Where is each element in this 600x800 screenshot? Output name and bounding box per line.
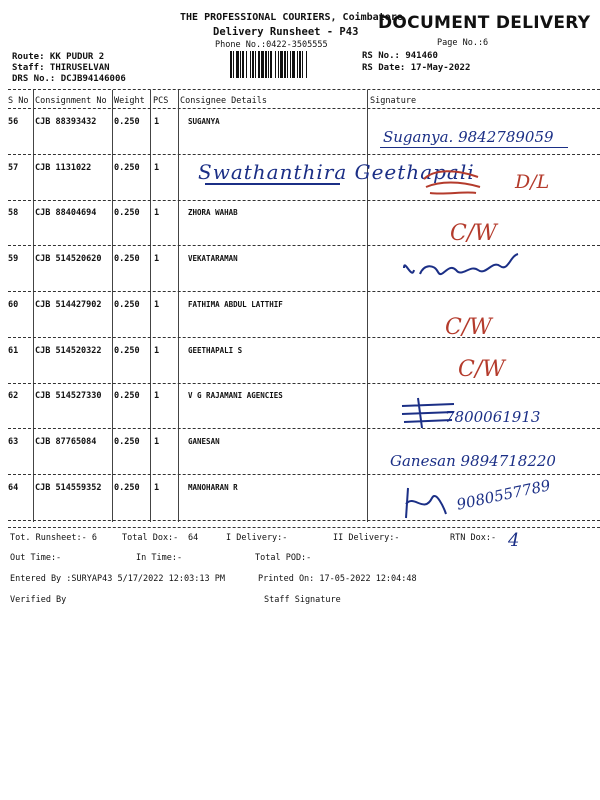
entered-by: Entered By :SURYAP43 5/17/2022 12:03:13 PM [10,574,225,584]
cell-consignee: FATHIMA ABDUL LATTHIF [188,300,283,309]
divider [8,527,600,528]
cell-consignment: CJB 87765084 [35,437,97,447]
rs-date: RS Date: 17-May-2022 [362,63,471,73]
cell-consignment: CJB 88393432 [35,117,97,127]
divider [8,428,600,429]
cell-pcs: 1 [154,391,160,401]
cell-consignment: CJB 88404694 [35,208,97,218]
total-dox-value: 64 [188,533,199,543]
cell-sno: 61 [8,346,19,356]
cell-sno: 59 [8,254,19,264]
strike-line [205,183,340,185]
cell-consignee: VEKATARAMAN [188,254,238,263]
rtn-dox-handwritten: 4 [508,530,520,551]
rtn-dox: RTN Dox:- [450,533,497,543]
sheet-title: Delivery Runsheet - P43 [213,26,359,38]
col-weight: Weight [114,96,145,106]
staff-signature: Staff Signature [264,595,341,605]
cell-pcs: 1 [154,300,160,310]
rs-number: RS No.: 941460 [362,51,438,61]
company-name: THE PROFESSIONAL COURIERS, Coimbatore [180,12,403,23]
divider [8,337,600,338]
cell-sno: 56 [8,117,19,127]
cell-weight: 0.250 [114,254,140,264]
cell-sno: 60 [8,300,19,310]
printed-on: Printed On: 17-05-2022 12:04:48 [258,574,417,584]
divider [8,89,600,90]
cell-consignee: GANESAN [188,437,220,446]
signature-61: C/W [458,357,505,382]
verified-by: Verified By [10,595,67,605]
cell-sno: 57 [8,163,19,173]
in-time: In Time:- [136,553,183,563]
i-delivery: I Delivery:- [226,533,288,543]
staff: Staff: THIRUSELVAN [12,63,110,73]
cell-consignment: CJB 514527330 [35,391,102,401]
cell-consignment: CJB 514520620 [35,254,102,264]
total-pod: Total POD:- [255,553,312,563]
cell-pcs: 1 [154,483,160,493]
signature-56: Suganya. 9842789059 [383,128,554,146]
cell-weight: 0.250 [114,346,140,356]
phone-number: Phone No.:0422-3505555 [215,40,328,50]
cell-weight: 0.250 [114,483,140,493]
cell-weight: 0.250 [114,117,140,127]
cell-consignment: CJB 514520322 [35,346,102,356]
cell-sno: 58 [8,208,19,218]
barcode [230,51,348,78]
col-consignment: Consignment No [35,96,107,106]
cell-consignee: ZHORA WAHAB [188,208,238,217]
col-pcs: PCS [153,96,169,106]
signature-59 [400,250,525,288]
cell-consignment: CJB 514559352 [35,483,102,493]
divider [8,291,600,292]
ii-delivery: II Delivery:- [333,533,400,543]
signature-62: 7800061913 [445,408,541,426]
divider [8,383,600,384]
col-sno: S No [8,96,29,106]
divider [8,200,600,201]
scribble-row64 [400,484,450,524]
cell-pcs: 1 [154,208,160,218]
cell-consignee: V G RAJAMANI AGENCIES [188,391,283,400]
cell-weight: 0.250 [114,437,140,447]
route: Route: KK PUDUR 2 [12,52,105,62]
divider [8,520,600,521]
out-time: Out Time:- [10,553,62,563]
divider [8,474,600,475]
scribble-row57 [420,165,488,201]
document-delivery-stamp: DOCUMENT DELIVERY [378,13,591,33]
cell-sno: 63 [8,437,19,447]
col-consignee: Consignee Details [180,96,267,106]
cell-weight: 0.250 [114,208,140,218]
cell-weight: 0.250 [114,391,140,401]
cell-pcs: 1 [154,163,160,173]
cell-consignment: CJB 514427902 [35,300,102,310]
cell-pcs: 1 [154,254,160,264]
cell-weight: 0.250 [114,300,140,310]
col-signature: Signature [370,96,417,106]
signature-57: D/L [515,171,550,193]
cell-weight: 0.250 [114,163,140,173]
total-dox-label: Total Dox:- [122,533,179,543]
cell-consignee: GEETHAPALI S [188,346,243,355]
signature-60: C/W [445,315,492,340]
cell-pcs: 1 [154,437,160,447]
cell-sno: 62 [8,391,19,401]
cell-consignee: MANOHARAN R [188,483,238,492]
cell-consignment: CJB 1131022 [35,163,92,173]
signature-63: Ganesan 9894718220 [390,452,556,470]
page-number: Page No.:6 [437,38,489,48]
signature-underline [380,147,568,148]
cell-pcs: 1 [154,117,160,127]
divider [8,154,600,155]
cell-consignee: SUGANYA [188,117,220,126]
tot-runsheet: Tot. Runsheet:- 6 [10,533,97,543]
signature-58: C/W [450,221,497,246]
divider [8,245,600,246]
cell-pcs: 1 [154,346,160,356]
signature-64: 9080557789 [455,476,553,514]
drs-number: DRS No.: DCJB94146006 [12,74,126,84]
cell-sno: 64 [8,483,19,493]
handwritten-consignee: Swathanthira Geethapali [198,160,475,184]
divider [8,108,600,109]
